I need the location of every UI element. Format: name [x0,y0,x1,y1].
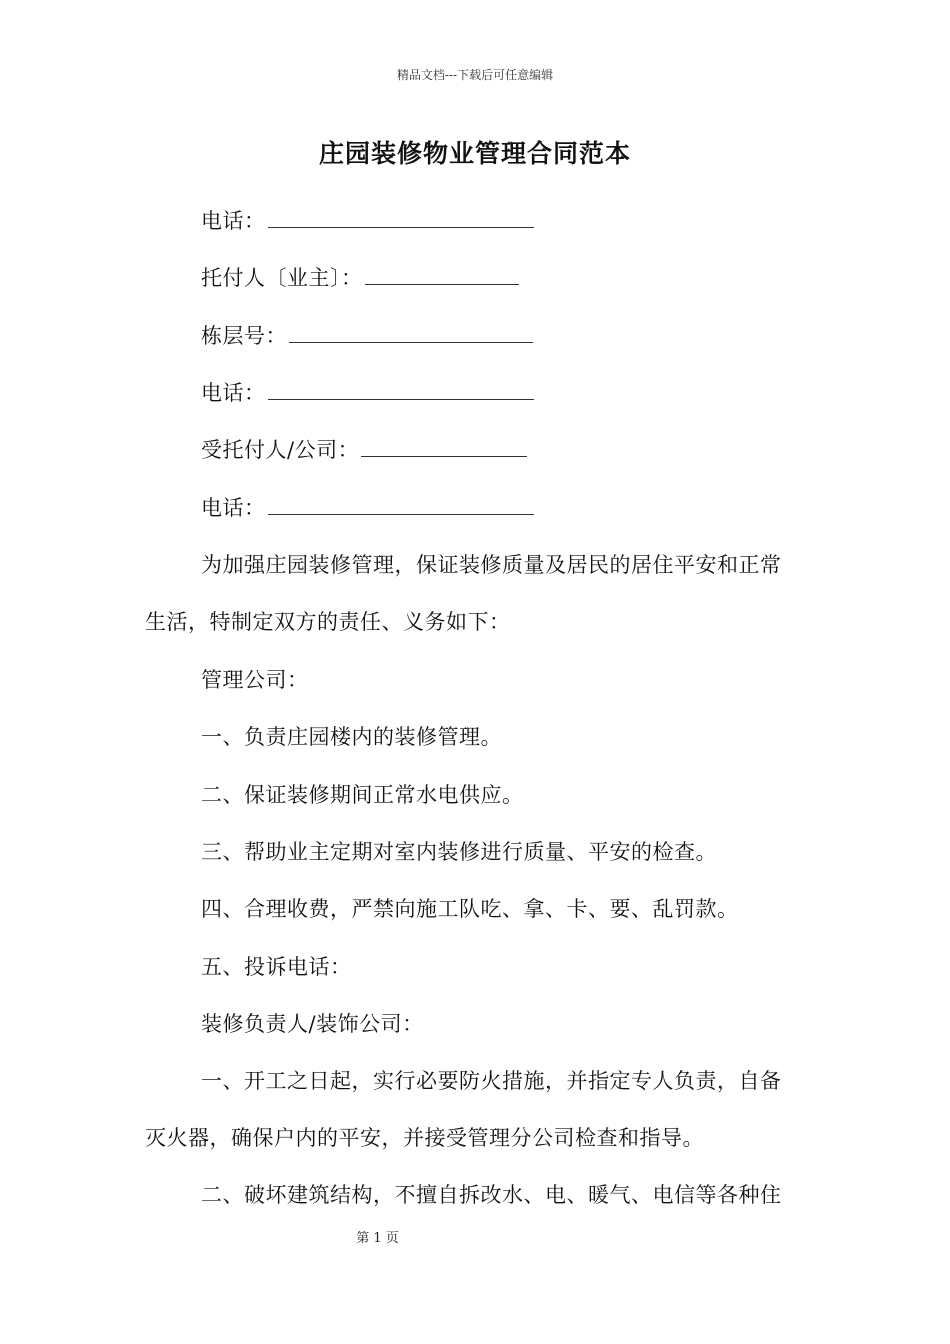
page-number: 第 1 页 [356,1231,399,1246]
field-label: 电话： [201,496,266,520]
field-phone-2 [201,379,534,407]
paragraph-line: 灭火器，确保户内的平安，并接受管理分公司检查和指导。 [145,1126,704,1150]
blank-line [268,209,534,228]
field-phone-3 [201,494,534,522]
paragraph-line: 五、投诉电话： [201,955,352,979]
paragraph-line: 四、合理收费，严禁向施工队吃、拿、卡、要、乱罚款。 [201,897,739,921]
blank-line [289,324,533,343]
section-heading: 管理公司： [201,668,309,692]
paragraph-line: 生活，特制定双方的责任、义务如下： [145,610,511,634]
paragraph-line: 二、破坏建筑结构，不擅自拆改水、电、暖气、电信等各种住 [201,1183,782,1207]
paragraph-line: 三、帮助业主定期对室内装修进行质量、平安的检查。 [201,840,717,864]
blank-line [268,381,534,400]
field-label: 受托付人/公司： [201,438,360,462]
field-phone-1 [201,207,534,235]
paragraph-line: 一、开工之日起，实行必要防火措施，并指定专人负责，自备 [201,1069,782,1093]
field-owner [201,264,519,292]
field-contractor [201,436,527,464]
paragraph-line: 为加强庄园装修管理，保证装修质量及居民的居住平安和正常 [201,553,782,577]
paragraph-line: 二、保证装修期间正常水电供应。 [201,783,524,807]
document-title: 庄园装修物业管理合同范本 [318,139,631,168]
header-note: 精品文档---下载后可任意编辑 [396,68,554,82]
blank-line [365,266,519,285]
blank-line [268,496,534,515]
field-building-floor [201,322,533,350]
section-heading: 装修负责人/装饰公司： [201,1012,424,1036]
paragraph-line: 一、负责庄园楼内的装修管理。 [201,725,502,749]
field-label: 托付人〔业主〕： [201,266,363,290]
blank-line [361,438,527,457]
field-label: 电话： [201,381,266,405]
field-label: 栋层号： [201,324,287,348]
field-label: 电话： [201,209,266,233]
